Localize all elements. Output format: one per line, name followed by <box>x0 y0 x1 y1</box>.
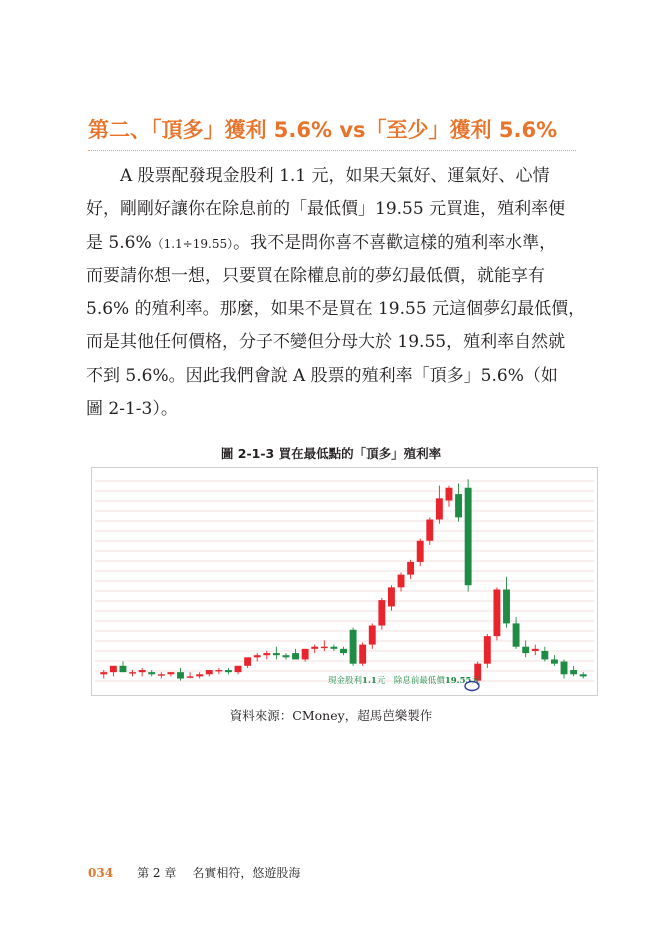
candle-body <box>139 670 146 672</box>
chapter-title: 名實相符，悠遊股海 <box>192 866 301 880</box>
paragraph-line: 不到 5.6%。因此我們會說 A 股票的殖利率「頂多」5.6%（如 <box>86 365 558 386</box>
candle-body <box>148 672 155 674</box>
candle-body <box>158 674 165 675</box>
candle-body <box>330 647 337 649</box>
candle-body <box>503 589 510 623</box>
paragraph-line: 而是其他任何價格，分子不變但分母大於 19.55，殖利率自然就 <box>86 332 566 353</box>
paragraph-line: 而要請你想一想，只要買在除權息前的夢幻最低價，就能享有 <box>86 265 545 286</box>
candlestick-chart <box>91 467 598 696</box>
candle-body <box>541 651 548 659</box>
figure-title: 圖 2-1-3 買在最低點的「頂多」殖利率 <box>220 446 442 461</box>
candle-body <box>100 672 107 674</box>
candle-body <box>407 562 414 575</box>
annotation-suffix: 元 <box>471 676 480 686</box>
candle-body <box>167 672 174 674</box>
candle-body <box>340 649 347 653</box>
paragraph-line: 好，剛剛好讓你在除息前的「最低價」19.55 元買進，殖利率便 <box>86 199 566 220</box>
candle-body <box>215 670 222 671</box>
paragraph-text: 。我不是問你喜不喜歡這樣的殖利率水準， <box>233 232 557 253</box>
candle-body <box>369 626 376 645</box>
candle-body <box>513 623 520 646</box>
candle-body <box>196 674 203 676</box>
candle-body <box>388 587 395 606</box>
candle-body <box>177 672 184 678</box>
candle-body <box>283 655 290 657</box>
annotation-low-price: 19.55 <box>444 676 472 686</box>
figure-source: 資料來源：CMoney，超馬芭樂製作 <box>229 708 433 723</box>
candle-body <box>206 670 213 674</box>
candle-body <box>235 666 242 672</box>
candle-body <box>436 498 443 519</box>
candle-body <box>522 647 529 653</box>
candle-body <box>493 589 500 636</box>
dividend-annotation <box>328 675 480 686</box>
paragraph-line: 圖 2-1-3）。 <box>86 399 178 420</box>
candle-body <box>244 657 251 665</box>
paragraph-line <box>86 227 576 260</box>
candle-body <box>465 488 472 586</box>
candle-body <box>446 488 453 501</box>
candle-body <box>551 659 558 663</box>
chapter-label: 第 2 章 <box>137 866 177 880</box>
candle-body <box>254 655 261 657</box>
candle-body <box>321 647 328 648</box>
formula-note: （1.1÷19.55） <box>151 236 234 251</box>
candle-body <box>484 636 491 664</box>
candle-body <box>359 645 366 664</box>
candle-body <box>311 647 318 649</box>
candle-body <box>187 676 194 677</box>
candle-body <box>273 653 280 655</box>
candle-body <box>129 672 136 673</box>
page-number: 034 <box>88 866 114 880</box>
candle-body <box>561 662 568 675</box>
candle-body <box>225 670 232 672</box>
candle-body <box>378 600 385 625</box>
candle-body <box>580 674 587 676</box>
annotation-prefix: 現金股利 <box>328 676 363 686</box>
candle-body <box>110 666 117 672</box>
candle-body <box>426 520 433 541</box>
paragraph-line: A 股票配發現金股利 1.1 元，如果天氣好、運氣好、心情 <box>120 166 550 186</box>
candle-body <box>350 630 357 664</box>
section-heading: 第二、「頂多」獲利 5.6% vs「至少」獲利 5.6% <box>88 114 576 151</box>
candle-body <box>398 575 405 588</box>
candle-body <box>292 653 299 659</box>
candle-body <box>532 649 539 651</box>
candle-body <box>570 670 577 674</box>
annotation-dividend: 1.1 <box>362 676 377 686</box>
paragraph-line: 5.6% 的殖利率。那麼，如果不是買在 19.55 元這個夢幻最低價， <box>86 299 586 320</box>
candle-body <box>302 649 309 660</box>
candle-body <box>263 653 270 655</box>
body-paragraph <box>86 160 586 426</box>
candle-body <box>455 494 462 517</box>
candle-body <box>120 666 127 672</box>
annotation-mid: 元 除息前最低價 <box>376 676 445 686</box>
paragraph-text: 是 5.6% <box>86 232 152 253</box>
page-footer <box>88 864 300 881</box>
candle-body <box>417 541 424 562</box>
